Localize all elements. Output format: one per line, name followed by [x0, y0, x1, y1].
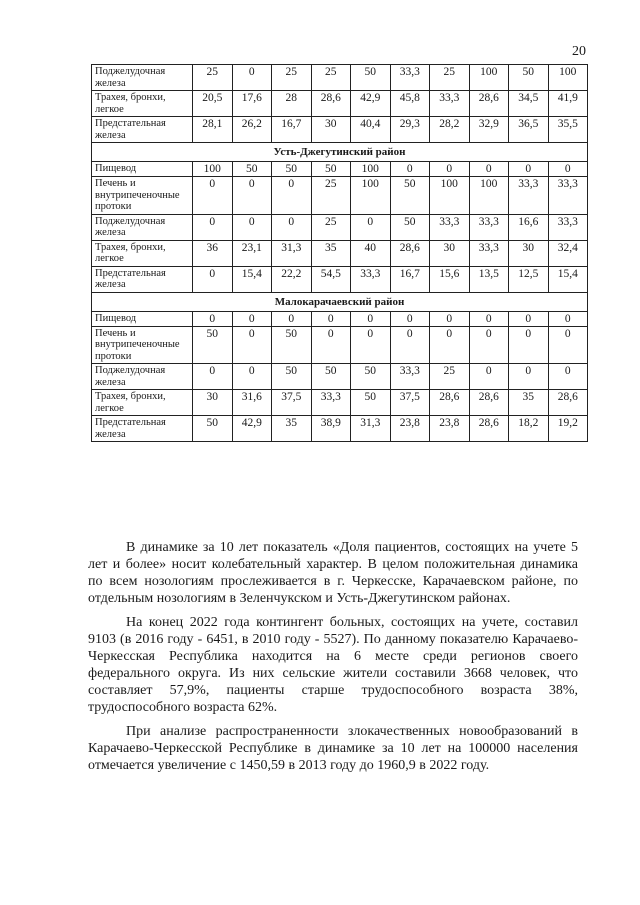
table-cell: 42,9 — [351, 91, 391, 117]
body-text — [88, 539, 578, 781]
region-title: Усть-Джегутинский район — [92, 143, 588, 162]
table-cell: 33,3 — [509, 177, 549, 215]
table-cell: 0 — [232, 177, 272, 215]
table-cell: 50 — [193, 326, 233, 364]
paragraph: При анализе распространенности злокачественных новообразований в Карачаево-Черкесской Республике в динамике за 10 лет на 100000 населения отмечается увеличение с 1450,59 в 2013 году до 1960,9 в 2022 году. — [88, 724, 578, 773]
table-cell: 100 — [193, 162, 233, 177]
table-row — [92, 117, 588, 143]
table-cell: 40 — [351, 240, 391, 266]
organ-label: Предстательная железа — [92, 117, 193, 143]
table-row — [92, 91, 588, 117]
table-cell: 0 — [311, 311, 351, 326]
table-cell: 100 — [351, 177, 391, 215]
table-cell: 0 — [272, 311, 312, 326]
table-row — [92, 214, 588, 240]
table-cell: 0 — [469, 162, 509, 177]
table-cell: 50 — [351, 65, 391, 91]
table-row — [92, 390, 588, 416]
table-cell: 0 — [469, 326, 509, 364]
table-cell: 25 — [311, 177, 351, 215]
table-cell: 0 — [193, 364, 233, 390]
table-cell: 0 — [351, 311, 391, 326]
table-cell: 38,9 — [311, 416, 351, 442]
table-cell: 45,8 — [390, 91, 430, 117]
table-cell: 32,9 — [469, 117, 509, 143]
table-cell: 0 — [430, 311, 470, 326]
table-cell: 31,3 — [351, 416, 391, 442]
table-cell: 15,4 — [548, 266, 588, 292]
organ-label: Печень и внутрипеченочные протоки — [92, 177, 193, 215]
table-cell: 50 — [272, 364, 312, 390]
table-cell: 0 — [232, 214, 272, 240]
region-header-row — [92, 292, 588, 311]
table-cell: 0 — [509, 326, 549, 364]
table-cell: 0 — [548, 311, 588, 326]
table-cell: 32,4 — [548, 240, 588, 266]
table-cell: 33,3 — [469, 240, 509, 266]
table-cell: 31,3 — [272, 240, 312, 266]
table-cell: 30 — [193, 390, 233, 416]
table-cell: 16,7 — [390, 266, 430, 292]
table-cell: 30 — [509, 240, 549, 266]
table-cell: 0 — [430, 162, 470, 177]
table-cell: 33,3 — [351, 266, 391, 292]
table-cell: 25 — [311, 65, 351, 91]
table-cell: 50 — [351, 364, 391, 390]
table-cell: 33,3 — [430, 214, 470, 240]
table-cell: 0 — [311, 326, 351, 364]
table-cell: 36,5 — [509, 117, 549, 143]
table-cell: 36 — [193, 240, 233, 266]
table-cell: 100 — [469, 177, 509, 215]
table-cell: 0 — [430, 326, 470, 364]
organ-label: Поджелудочная железа — [92, 65, 193, 91]
table-cell: 28,2 — [430, 117, 470, 143]
table-cell: 50 — [272, 162, 312, 177]
table-row — [92, 266, 588, 292]
table-cell: 37,5 — [272, 390, 312, 416]
table-cell: 0 — [351, 214, 391, 240]
table-cell: 100 — [430, 177, 470, 215]
table-cell: 0 — [232, 311, 272, 326]
table-cell: 37,5 — [390, 390, 430, 416]
table-cell: 0 — [193, 311, 233, 326]
table-cell: 0 — [193, 266, 233, 292]
table-cell: 54,5 — [311, 266, 351, 292]
table-cell: 23,8 — [390, 416, 430, 442]
table-cell: 50 — [272, 326, 312, 364]
table-cell: 0 — [193, 214, 233, 240]
table-cell: 35,5 — [548, 117, 588, 143]
organ-label: Предстательная железа — [92, 266, 193, 292]
table-row — [92, 311, 588, 326]
table-cell: 33,3 — [430, 91, 470, 117]
table-cell: 35 — [272, 416, 312, 442]
table-cell: 0 — [469, 311, 509, 326]
table-cell: 15,6 — [430, 266, 470, 292]
table-cell: 40,4 — [351, 117, 391, 143]
table-cell: 31,6 — [232, 390, 272, 416]
table-cell: 100 — [469, 65, 509, 91]
table-cell: 17,6 — [232, 91, 272, 117]
paragraph: В динамике за 10 лет показатель «Доля пациентов, состоящих на учете 5 лет и более» носит колебательный характер. В целом положительная динамика по всем нозологиям прослеживается в г. Черкесске, Карачаевском районе, по отдельным нозологиям в Зеленчукском и Усть-Джегутинском районах. — [88, 540, 578, 606]
table-cell: 15,4 — [232, 266, 272, 292]
table-cell: 33,3 — [390, 65, 430, 91]
table-cell: 26,2 — [232, 117, 272, 143]
table-cell: 16,7 — [272, 117, 312, 143]
table-cell: 28 — [272, 91, 312, 117]
table-cell: 0 — [272, 214, 312, 240]
table-cell: 0 — [351, 326, 391, 364]
organ-label: Поджелудочная железа — [92, 364, 193, 390]
organ-label: Трахея, бронхи, легкое — [92, 91, 193, 117]
table-cell: 23,8 — [430, 416, 470, 442]
table-cell: 100 — [351, 162, 391, 177]
table-cell: 25 — [311, 214, 351, 240]
table-cell: 42,9 — [232, 416, 272, 442]
table-cell: 33,3 — [390, 364, 430, 390]
table-cell: 0 — [390, 326, 430, 364]
organ-label: Трахея, бронхи, легкое — [92, 240, 193, 266]
table-cell: 50 — [311, 162, 351, 177]
table-cell: 25 — [193, 65, 233, 91]
table-cell: 22,2 — [272, 266, 312, 292]
table-cell: 33,3 — [548, 177, 588, 215]
table-row — [92, 162, 588, 177]
table-cell: 0 — [232, 364, 272, 390]
table-row — [92, 326, 588, 364]
table-cell: 20,5 — [193, 91, 233, 117]
table-cell: 35 — [311, 240, 351, 266]
table-cell: 28,6 — [548, 390, 588, 416]
table-cell: 12,5 — [509, 266, 549, 292]
paragraph: На конец 2022 года контингент больных, состоящих на учете, составил 9103 (в 2016 году - 6451, в 2010 году - 5527). По данному показателю Карачаево-Черкесская Республика находится на 6 месте среди регионов своего федерального округа. Из них сельские жители составили 3668 человек, что составляет 57,9%, пациенты старше трудоспособного возраста 38%, трудоспособного возраста 62%. — [88, 615, 578, 715]
page-number: 20 — [572, 44, 586, 59]
table-cell: 25 — [430, 364, 470, 390]
table-cell: 0 — [390, 162, 430, 177]
organ-label: Печень и внутрипеченочные протоки — [92, 326, 193, 364]
table-cell: 28,6 — [469, 91, 509, 117]
table-cell: 0 — [390, 311, 430, 326]
table-cell: 50 — [351, 390, 391, 416]
organ-label: Пищевод — [92, 311, 193, 326]
table-cell: 16,6 — [509, 214, 549, 240]
table-cell: 28,6 — [469, 390, 509, 416]
table-row — [92, 364, 588, 390]
table-cell: 28,6 — [469, 416, 509, 442]
table-cell: 25 — [272, 65, 312, 91]
table-cell: 28,6 — [311, 91, 351, 117]
table-cell: 50 — [390, 214, 430, 240]
table-cell: 25 — [430, 65, 470, 91]
table-cell: 33,3 — [548, 214, 588, 240]
table-cell: 0 — [548, 326, 588, 364]
table-row — [92, 65, 588, 91]
table-cell: 28,6 — [430, 390, 470, 416]
table-cell: 13,5 — [469, 266, 509, 292]
organ-label: Поджелудочная железа — [92, 214, 193, 240]
table-cell: 0 — [469, 364, 509, 390]
table-cell: 33,3 — [311, 390, 351, 416]
table-cell: 100 — [548, 65, 588, 91]
table-cell: 30 — [311, 117, 351, 143]
table-cell: 50 — [311, 364, 351, 390]
organ-label: Трахея, бронхи, легкое — [92, 390, 193, 416]
table-row — [92, 240, 588, 266]
table-cell: 23,1 — [232, 240, 272, 266]
table-cell: 29,3 — [390, 117, 430, 143]
table-cell: 0 — [193, 177, 233, 215]
organ-label: Пищевод — [92, 162, 193, 177]
table-cell: 30 — [430, 240, 470, 266]
region-title: Малокарачаевский район — [92, 292, 588, 311]
table-cell: 34,5 — [509, 91, 549, 117]
table-cell: 18,2 — [509, 416, 549, 442]
table-body — [92, 65, 588, 442]
organ-label: Предстательная железа — [92, 416, 193, 442]
region-header-row — [92, 143, 588, 162]
table-cell: 28,1 — [193, 117, 233, 143]
table-cell: 28,6 — [390, 240, 430, 266]
table-cell: 41,9 — [548, 91, 588, 117]
table-cell: 33,3 — [469, 214, 509, 240]
table-cell: 0 — [509, 311, 549, 326]
table-row — [92, 416, 588, 442]
table-cell: 19,2 — [548, 416, 588, 442]
table-cell: 0 — [232, 65, 272, 91]
table-cell: 50 — [390, 177, 430, 215]
table-cell: 0 — [548, 364, 588, 390]
table-cell: 0 — [232, 326, 272, 364]
table-cell: 0 — [272, 177, 312, 215]
table-cell: 0 — [509, 162, 549, 177]
statistics-table — [91, 64, 588, 442]
table-row — [92, 177, 588, 215]
table-cell: 0 — [548, 162, 588, 177]
table-cell: 50 — [193, 416, 233, 442]
table-cell: 0 — [509, 364, 549, 390]
table-cell: 50 — [232, 162, 272, 177]
table-cell: 50 — [509, 65, 549, 91]
table-cell: 35 — [509, 390, 549, 416]
